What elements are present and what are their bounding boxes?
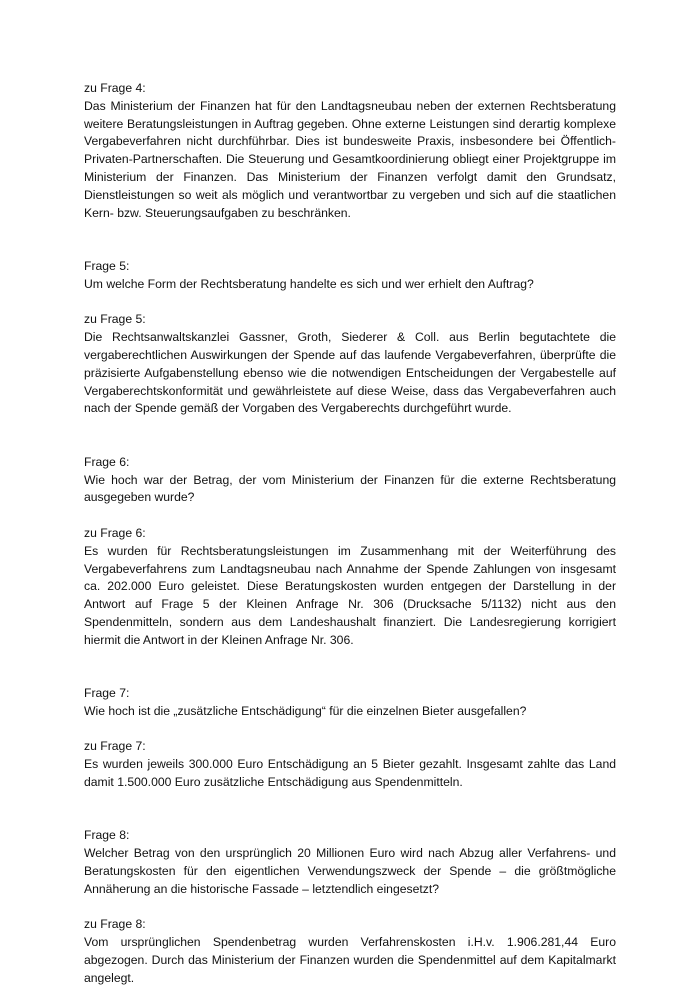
document-page xyxy=(84,80,616,988)
section-label: zu Frage 4: xyxy=(84,81,146,95)
spacer xyxy=(84,650,616,686)
spacer xyxy=(84,792,616,828)
section-answer-6 xyxy=(84,525,616,650)
spacer xyxy=(84,294,616,312)
section-label: zu Frage 7: xyxy=(84,739,146,754)
section-question-5 xyxy=(84,258,616,294)
spacer xyxy=(84,222,616,258)
section-answer-7 xyxy=(84,738,616,791)
section-question-6 xyxy=(84,454,616,507)
section-answer-4 xyxy=(84,80,616,222)
section-text: Vom ursprünglichen Spendenbetrag wurden Verfahrenskosten i.H.v. 1.906.281,44 Euro abgezogen. Durch das Ministerium der Finanzen wurden die Spendenmittel auf dem Kapitalmarkt angelegt. xyxy=(84,935,616,985)
section-label: Frage 7: xyxy=(84,686,130,701)
section-text: Es wurden für Rechtsberatungsleistungen im Zusammenhang mit der Weiterführung des Vergabeverfahrens zum Landtagsneubau nach Annahme der Spende Zahlungen von insgesamt ca. 202.000 Euro geleistet. Diese Beratungskosten wurden entgegen der Darstellung in der Antwort auf Frage 5 der Kleinen Anfrage Nr. 306 (Drucksache 5/1132) nicht aus den Spendenmitteln, sondern aus dem Landeshaushalt finanziert. Die Landesregierung korrigiert hiermit die Antwort in der Kleinen Anfrage Nr. 306. xyxy=(84,543,616,647)
section-text: Welcher Betrag von den ursprünglich 20 Millionen Euro wird nach Abzug aller Verfahrens- und Beratungskosten für den eigentlichen Verwendungszweck der Spende – die größtmögliche Annäherung an die historische Fassade – letztendlich eingesetzt? xyxy=(84,846,616,896)
section-label: zu Frage 6: xyxy=(84,525,146,540)
section-text: Es wurden jeweils 300.000 Euro Entschädigung an 5 Bieter gezahlt. Insgesamt zahlte das Land damit 1.500.000 Euro zusätzliche Entschädigung aus Spendenmitteln. xyxy=(84,757,616,790)
section-label: Frage 5: xyxy=(84,258,130,273)
section-text: Um welche Form der Rechtsberatung handelte es sich und wer erhielt den Auftrag? xyxy=(84,276,534,291)
spacer xyxy=(84,418,616,454)
section-label: zu Frage 8: xyxy=(84,917,146,932)
section-question-7 xyxy=(84,685,616,721)
section-label: Frage 6: xyxy=(84,454,130,469)
section-text: Das Ministerium der Finanzen hat für den Landtagsneubau neben der externen Rechtsberatung weitere Beratungsleistungen in Auftrag gegeben. Ohne externe Leistungen sind derartig komplexe Vergabeverfahren nicht durchführbar. Dies ist bundesweite Praxis, insbesondere bei Öffentlich-Privaten-Partnerschaften. Die Steuerung und Gesamtkoordinierung obliegt einer Projektgruppe im Ministerium der Finanzen. Das Ministerium der Finanzen verfolgt damit den Grundsatz, Dienstleistungen so weit als möglich und verantwortbar zu vergeben und sich auf die staatlichen Kern- bzw. Steuerungsaufgaben zu beschränken. xyxy=(84,98,616,220)
section-text: Wie hoch war der Betrag, der vom Ministerium der Finanzen für die externe Rechtsberatung ausgegeben wurde? xyxy=(84,472,616,505)
spacer xyxy=(84,507,616,525)
section-label: Frage 8: xyxy=(84,828,130,843)
spacer xyxy=(84,721,616,739)
section-answer-8 xyxy=(84,916,616,987)
section-question-8 xyxy=(84,827,616,898)
section-text: Die Rechtsanwaltskanzlei Gassner, Groth, Siederer & Coll. aus Berlin begutachtete die vergaberechtlichen Auswirkungen der Spende auf das laufende Vergabeverfahren, überprüfte die präzisierte Aufgabenstellung ebenso wie die notwendigen Entscheidungen der Vergabestelle auf Vergaberechtskonformität und gewährleistete auf diese Weise, dass das Vergabeverfahren auch nach der Spende gemäß der Vorgaben des Vergaberechts durchgeführt wurde. xyxy=(84,330,616,416)
section-text: Wie hoch ist die „zusätzliche Entschädigung“ für die einzelnen Bieter ausgefallen? xyxy=(84,703,527,718)
section-answer-5 xyxy=(84,311,616,418)
spacer xyxy=(84,899,616,917)
section-label: zu Frage 5: xyxy=(84,312,146,327)
